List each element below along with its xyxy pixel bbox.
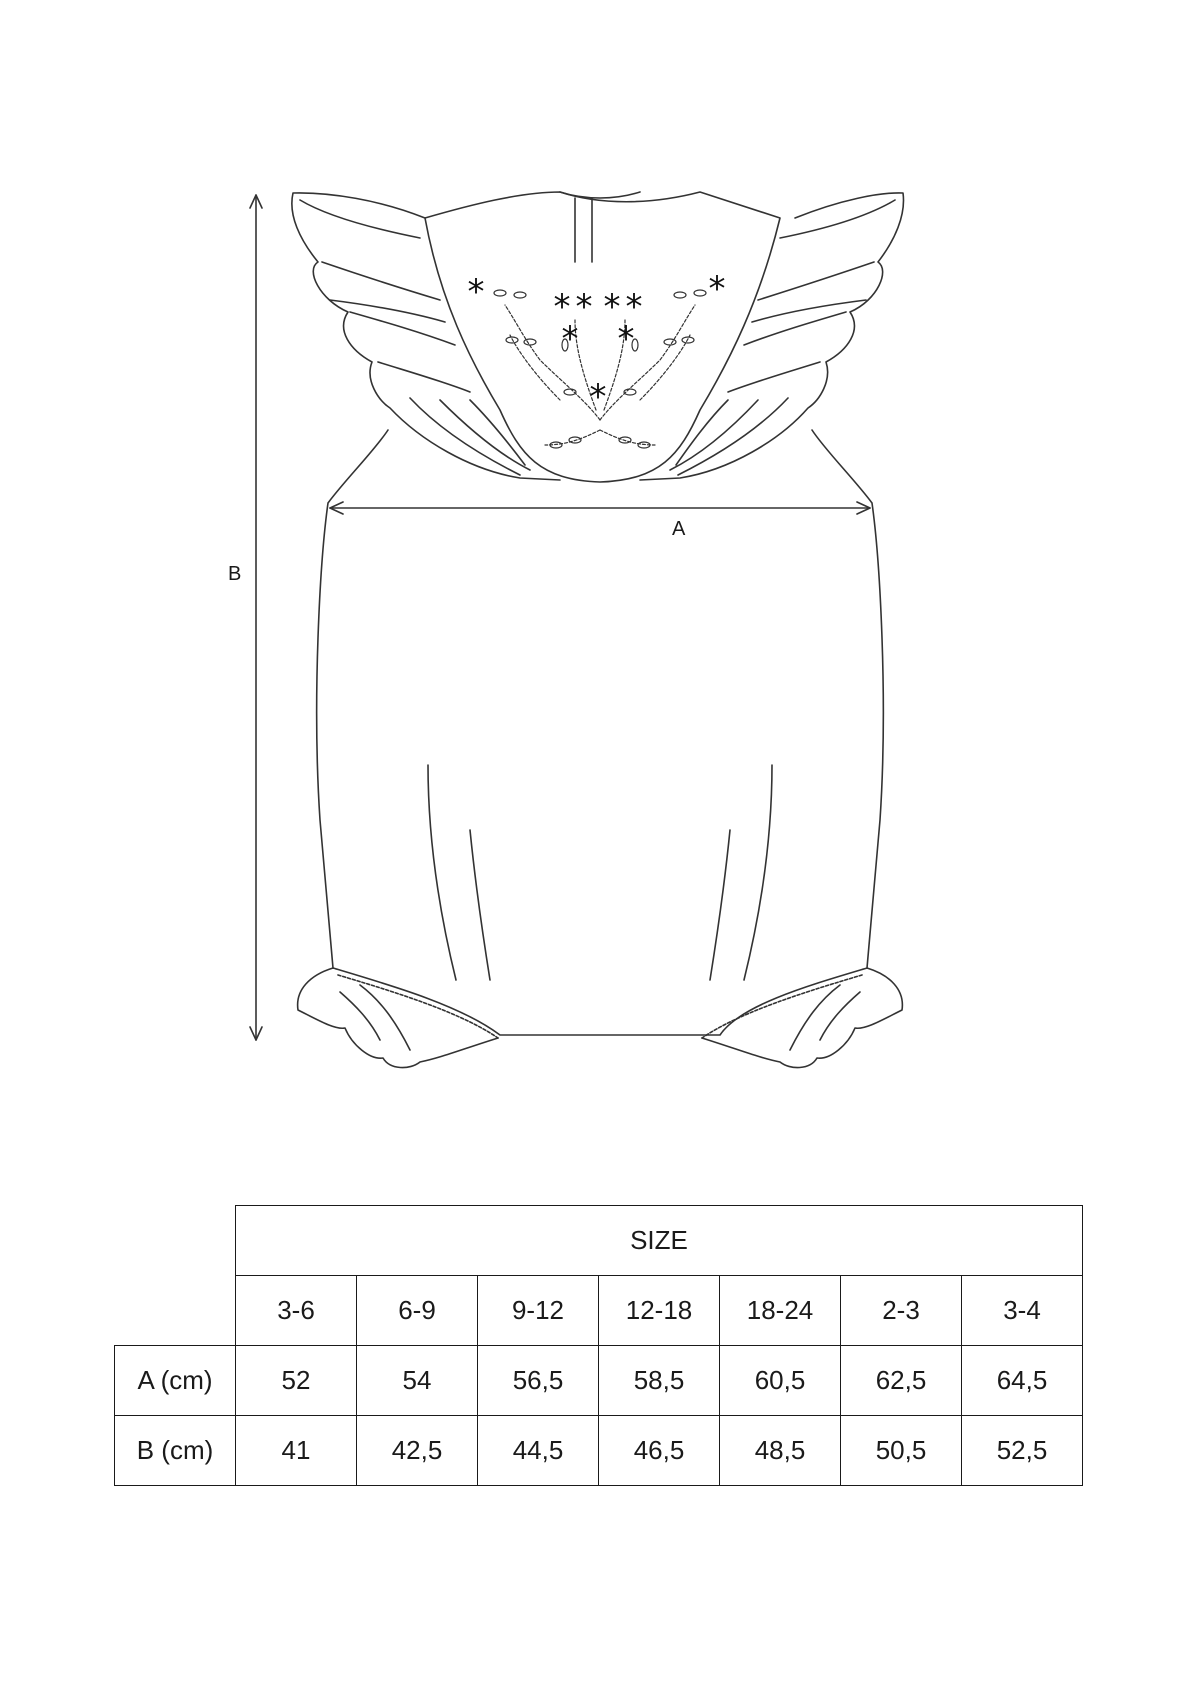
table-cell: 52,5: [962, 1416, 1083, 1486]
size-label: 2-3: [841, 1276, 962, 1346]
table-size-row: [115, 1276, 1083, 1346]
size-label: 18-24: [720, 1276, 841, 1346]
svg-text:*: *: [708, 269, 726, 309]
romper-body: [317, 430, 884, 1038]
svg-text:*: *: [617, 319, 635, 359]
table-cell: 64,5: [962, 1346, 1083, 1416]
size-chart-table: [114, 1205, 1083, 1486]
table-corner-cell: [115, 1276, 236, 1346]
table-cell: 44,5: [478, 1416, 599, 1486]
row-label-b: B (cm): [115, 1416, 236, 1486]
table-cell: 42,5: [357, 1416, 478, 1486]
svg-text:*: *: [561, 319, 579, 359]
table-cell: 54: [357, 1346, 478, 1416]
dimension-b-label: B: [228, 563, 242, 585]
dimension-a-label: A: [672, 518, 686, 540]
table-cell: 56,5: [478, 1346, 599, 1416]
dimension-a-line: [330, 502, 870, 514]
table-cell: 50,5: [841, 1416, 962, 1486]
svg-text:*: *: [589, 377, 607, 417]
table-cell: 46,5: [599, 1416, 720, 1486]
size-label: 6-9: [357, 1276, 478, 1346]
table-cell: 41: [236, 1416, 357, 1486]
size-label: 3-4: [962, 1276, 1083, 1346]
table-header-row: [115, 1206, 1083, 1276]
table-cell: 52: [236, 1346, 357, 1416]
embroidered-bib: [425, 192, 780, 482]
dimension-b-line: [250, 195, 262, 1040]
size-header: SIZE: [236, 1206, 1083, 1276]
svg-text:*: *: [575, 287, 593, 327]
size-label: 12-18: [599, 1276, 720, 1346]
size-label: 9-12: [478, 1276, 599, 1346]
table-cell: 58,5: [599, 1346, 720, 1416]
table-cell: 48,5: [720, 1416, 841, 1486]
table-row: [115, 1416, 1083, 1486]
left-leg-ruffle: [298, 968, 498, 1068]
table-row: [115, 1346, 1083, 1416]
right-leg-ruffle: [702, 968, 902, 1068]
row-label-a: A (cm): [115, 1346, 236, 1416]
svg-text:*: *: [625, 287, 643, 327]
table-corner-cell: [115, 1206, 236, 1276]
table-cell: 62,5: [841, 1346, 962, 1416]
table-cell: 60,5: [720, 1346, 841, 1416]
svg-text:*: *: [467, 272, 485, 312]
svg-text:*: *: [603, 287, 621, 327]
svg-text:*: *: [553, 287, 571, 327]
size-label: 3-6: [236, 1276, 357, 1346]
